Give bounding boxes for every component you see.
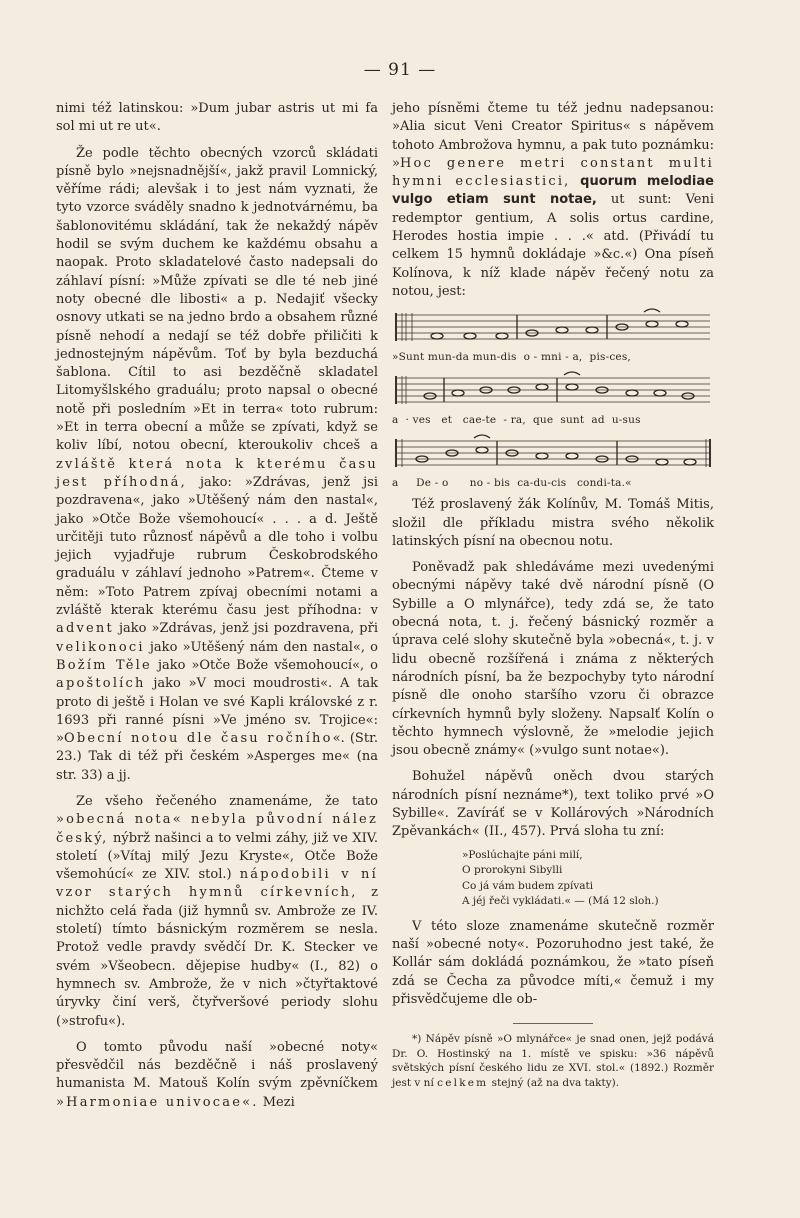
bold-text: quorum melodiae vulgo etiam sunt notae, <box>392 174 714 208</box>
text-run: stejný (až na dva takty). <box>488 1076 620 1089</box>
spaced-text: advent <box>56 621 114 637</box>
paragraph: Bohužel nápěvů oněch dvou starých národních písní neznáme*), text toliko prvé »O Sybille«. Zavíráť se v Kollárových »Národních Zpěvankách« (II., 457). Prvá sloha tu zní: <box>392 769 714 840</box>
poem-line: A jéj řeči vykládati.« — (Má 12 sloh.) <box>462 895 659 908</box>
spaced-text: Obecní notou dle času ročního <box>63 731 333 747</box>
page-number: — 91 — <box>363 60 437 80</box>
music-staff-3 <box>392 433 714 475</box>
paragraph <box>392 100 714 301</box>
paragraph <box>56 145 378 785</box>
text-run: nýbrž našinci a to velmi záhy, již ve XIV. století (»Vítaj milý Jezu Kryste«, Otče Bože všemohúcí« ze XIV. stol.) <box>56 830 378 883</box>
spaced-text: Božím Těle <box>56 657 152 673</box>
spaced-text: apoštolích <box>56 676 146 692</box>
poem-line: O prorokyni Sibylli <box>462 864 563 877</box>
poem-line: Co já vám budem zpívati <box>462 879 594 892</box>
text-run: Že podle těchto obecných vzorců skládati písně bylo »nejsnadnější«, jakž pravil Lomnický, věříme rádi; alevšak i to jest nám vyznati, že tyto vzorce sváděly snadno k jednotvárnému, ba šablonovitému skládání, tak že nekaždý nápěv hodil se svým duchem ke každému obsahu a naopak. Proto skladatelové často nadepsali do záhlaví písní: »Může zpívati se dle té neb jiné noty obecné dle libosti« a p. Nedajiť všecky osnovy utkati se na jedno brdo a obsahem různé písně nehodí a nedají se též dobře přiličiti k jednostejným nápěvům. Toť by byla bezduchá šablona. Cítil to asi bezděčně skladatel Litomyšlského graduálu; proto napsal o obecné notě při posledním »Et in terra« toto rubrum: »Et in terra obecní a může se zpívati, když se koliv líbí, notou obecní, kteroukoliv chceš a <box>56 145 378 454</box>
music-example <box>392 307 714 490</box>
paragraph <box>56 1039 378 1112</box>
text-run: z nichžto celá řada (již hymnů sv. Ambrože ze IV. století) tímto básnickým rozměrem se nesla. Protož vedle pravdy svědčí Dr. K. Stecker ve svém »Všeobecn. dějepise hudby« (I., 82) o hymnech sv. Ambrože, že v nich »čtyřtaktové úryvky činí verš, čtyřveršové periody slohu (»strofu«). <box>56 885 378 1029</box>
spaced-text: »obecná nota« nebyla původní nález český, <box>56 812 378 846</box>
text-run: jeho písněmi čteme tu též jednu nadepsanou: »Alia sicut Veni Creator Spiritus« s nápěvem tohoto Ambrožova hymnu, a pak tuto poznámku: » <box>392 101 714 171</box>
music-staff-1 <box>392 307 714 349</box>
text-run: ut sunt: Veni redemptor gentium, A solis ortus cardine, Herodes hostia impie . . .« atd. (Přivádí tu celkem 15 hymnů dokládaje »&c.«) Ona píseň Kolínova, k níž klade nápěv řečený notu za notou, jest: <box>392 192 714 299</box>
spaced-text: celkem <box>437 1076 489 1089</box>
poem-line: »Poslúchajte páni milí, <box>462 848 583 861</box>
lyric-line-3: a De - o no - bis ca-du-cis condi-ta.« <box>392 477 632 490</box>
footnote <box>392 1032 714 1090</box>
spaced-text: »Harmoniae univocae«. <box>56 1094 259 1110</box>
spaced-text: nápodobili v ní vzor starých hymnů církevních, <box>56 867 378 901</box>
paragraph: Poněvadž pak shledáváme mezi uvedenými obecnými nápěvy také dvě národní písně (O Sybille a O mlynářce), tedy zdá se, že tato obecná nota, t. j. řečený básnický rozměr a úprava celé slohy skutečně byla »obecná«, t. j. v lidu obecně rozšířená i známa z některých národních písní, ba že bezpochyby tyto národní písně dle onoho staršího vzoru či obrazce církevních hymnů byly složeny. Napsalť Kolín o těchto hymnech výslovně, že »melodie jejich jsou obecně známy« (»vulgo sunt notae«). <box>392 560 714 759</box>
spaced-text: velikonoci <box>56 639 145 655</box>
text-run: O tomto původu naší »obecné noty« přesvědčil nás bezděčně i náš proslavený humanista M. Matouš Kolín svým zpěvníčkem <box>56 1039 378 1092</box>
text-run: jako »Otče Bože všemohoucí«, o <box>151 657 378 673</box>
right-column <box>392 100 714 1090</box>
text-run: *) Nápěv písně »O mlynářce« je snad onen, jejž podává Dr. O. Hostinský na 1. místě ve spisku: »36 nápěvů světských písní českého lidu ze XVI. stol.« (1892.) Rozměr jest v ní <box>392 1033 714 1089</box>
paragraph <box>56 793 378 1031</box>
poem-stanza <box>462 848 714 910</box>
lyric-line-2: a · ves et cae-te - ra, que sunt ad u-sus <box>392 414 641 427</box>
text-run: jako: »Zdrávas, jenž jsi pozdravena«, jako »Utěšený nám den nastal«, jako »Otče Bože všemohoucí« . . . a d. Ještě určitěji tuto různosť nápěvů a dle toho i volbu jejich vyjadřuje rubrum Českobrodského graduálu v záhlaví jednoho »Patrem«. Čteme v něm: »Toto Patrem zpívaj obecními notami a zvláště kterak kterému času jest příhodna: v <box>56 474 378 619</box>
spaced-text: Hoc genere metri constant multi hymni ecclesiastici, <box>392 155 714 190</box>
left-column <box>56 100 378 1112</box>
paragraph: nimi též latinskou: »Dum jubar astris ut mi fa sol mi ut re ut«. <box>56 101 378 135</box>
text-run: jako »V moci moudrosti«. A tak proto di ještě i Holan ve své Kapli královské z r. 1693 při ranné písni »Ve jméno sv. Trojice«: » <box>56 676 378 747</box>
text-run: «. (Str. 23.) Tak di též při českém »Asperges me« (na str. 33) a jj. <box>56 731 378 783</box>
text-run: jako »Zdrávas, jenž jsi pozdravena, při <box>113 621 378 637</box>
text-run: jako »Utěšený nám den nastal«, o <box>144 639 378 655</box>
footnote-divider <box>513 1023 593 1024</box>
lyric-line-1: »Sunt mun-da mun-dis o - mni - a, pis-ces, <box>392 351 631 364</box>
spaced-text: zvláště která nota k kterému času jest příhodná, <box>56 456 378 490</box>
music-staff-2 <box>392 370 714 412</box>
paragraph: Též proslavený žák Kolínův, M. Tomáš Mitis, složil dle příkladu mistra svého několik latinských písní na obecnou notu. <box>392 497 714 549</box>
text-run: Ze všeho řečeného znamenáme, že tato <box>76 793 378 809</box>
text-run: Mezi <box>258 1094 295 1110</box>
paragraph: V této sloze znamenáme skutečně rozměr naší »obecné noty«. Pozoruhodno jest také, že Kollár sám dokládá poznámkou, že »tato píseň zdá se Čecha za původce míti,« čemuž i my přisvědčujeme dle ob- <box>392 918 714 1007</box>
